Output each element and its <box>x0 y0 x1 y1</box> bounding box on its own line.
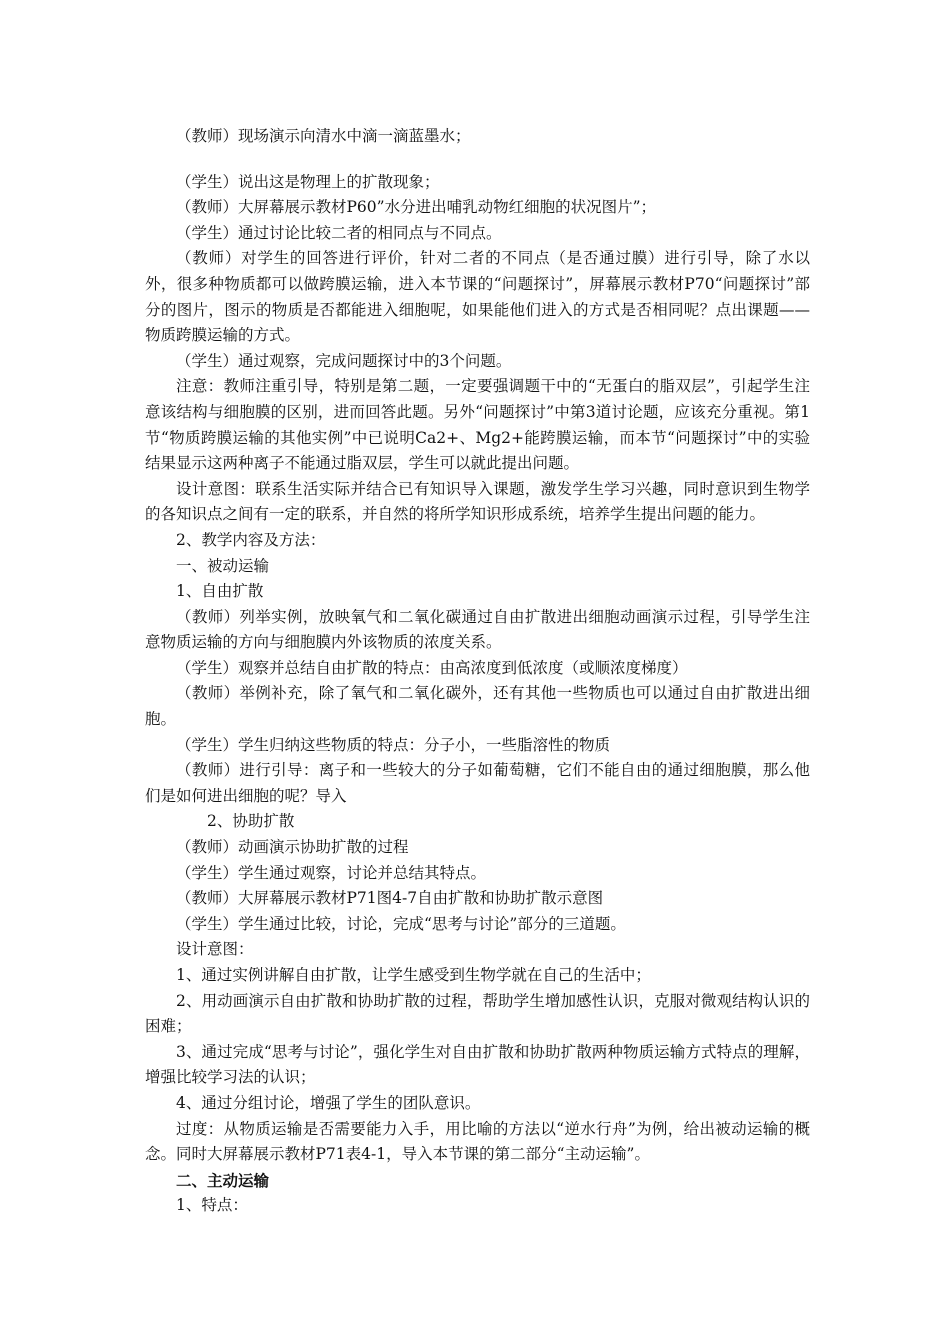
list-item: 1、通过实例讲解自由扩散，让学生感受到生物学就在自己的生活中； <box>176 966 651 984</box>
section-heading: 二、主动运输 <box>176 1170 270 1190</box>
list-item: 4、通过分组讨论，增强了学生的团队意识。 <box>176 1093 481 1112</box>
blank-line <box>145 150 810 170</box>
paragraph: （学生）学生通过观察，讨论并总结其特点。 <box>176 863 487 882</box>
paragraph: 注意：教师注重引导，特别是第二题，一定要强调题干中的“无蛋白的脂双层”，引起学生注意该结构与细胞膜的区别，进而回答此题。另外“问题探讨”中第3道讨论题，应该充分重视。第1节“物质跨膜运输的其他实例”中已说明Ca2+、Mg2+能跨膜运输，而本节“问题探讨”中的实验结果显示这两种离子不能通过脂双层，学生可以就此提出问题。 <box>145 377 810 473</box>
paragraph: （学生）学生归纳这些物质的特点：分子小，一些脂溶性的物质 <box>176 735 611 754</box>
paragraph: （学生）观察并总结自由扩散的特点：由高浓度到低浓度（或顺浓度梯度） <box>176 658 688 677</box>
paragraph: （学生）通过讨论比较二者的相同点与不同点。 <box>176 223 502 242</box>
paragraph: 过度：从物质运输是否需要能力入手，用比喻的方法以“逆水行舟”为例，给出被动运输的概念。同时大屏幕展示教材P71表4-1，导入本节课的第二部分“主动运输”。 <box>145 1119 810 1164</box>
document-page <box>145 124 810 1219</box>
paragraph: （教师）大屏幕展示教材P71图4-7自由扩散和协助扩散示意图 <box>176 889 604 908</box>
list-item: 2、用动画演示自由扩散和协助扩散的过程，帮助学生增加感性认识，克服对微观结构认识的困难； <box>145 991 810 1036</box>
paragraph: （学生）说出这是物理上的扩散现象； <box>176 172 440 191</box>
paragraph: （教师）列举实例，放映氧气和二氧化碳通过自由扩散进出细胞动画演示过程，引导学生注意物质运输的方向与细胞膜内外该物质的浓度关系。 <box>145 607 810 652</box>
paragraph: 设计意图：联系生活实际并结合已有知识导入课题，激发学生学习兴趣，同时意识到生物学的各知识点之间有一定的联系，并自然的将所学知识形成系统，培养学生提出问题的能力。 <box>145 479 810 524</box>
paragraph: （教师）动画演示协助扩散的过程 <box>176 838 409 857</box>
paragraph: （教师）进行引导：离子和一些较大的分子如葡萄糖，它们不能自由的通过细胞膜，那么他们是如何进出细胞的呢？导入 <box>145 761 810 805</box>
paragraph: （学生）学生通过比较，讨论，完成“思考与讨论”部分的三道题。 <box>176 914 626 933</box>
paragraph: （教师）现场演示向清水中滴一滴蓝墨水； <box>176 127 471 145</box>
subsection-heading: 2、协助扩散 <box>207 812 295 831</box>
subsection-heading: 1、自由扩散 <box>176 582 264 601</box>
paragraph: 设计意图： <box>176 940 254 959</box>
paragraph: （学生）通过观察，完成问题探讨中的3个问题。 <box>176 351 512 370</box>
paragraph: （教师）对学生的回答进行评价，针对二者的不同点（是否通过膜）进行引导，除了水以外，很多种物质都可以做跨膜运输，进入本节课的“问题探讨”，屏幕展示教材P70“问题探讨”部分的图片，图示的物质是否都能进入细胞呢，如果能他们进入的方式是否相同呢？点出课题——物质跨膜运输的方式。 <box>145 249 810 345</box>
section-heading: 2、教学内容及方法： <box>176 530 326 549</box>
list-item: 3、通过完成“思考与讨论”，强化学生对自由扩散和协助扩散两种物质运输方式特点的理解，增强比较学习法的认识； <box>145 1042 810 1087</box>
paragraph: （教师）大屏幕展示教材P60”水分进出哺乳动物红细胞的状况图片”； <box>176 198 657 217</box>
section-heading: 一、被动运输 <box>176 556 270 575</box>
paragraph: （教师）举例补充，除了氧气和二氧化碳外，还有其他一些物质也可以通过自由扩散进出细胞。 <box>145 684 810 729</box>
subsection-heading: 1、特点： <box>176 1196 248 1215</box>
